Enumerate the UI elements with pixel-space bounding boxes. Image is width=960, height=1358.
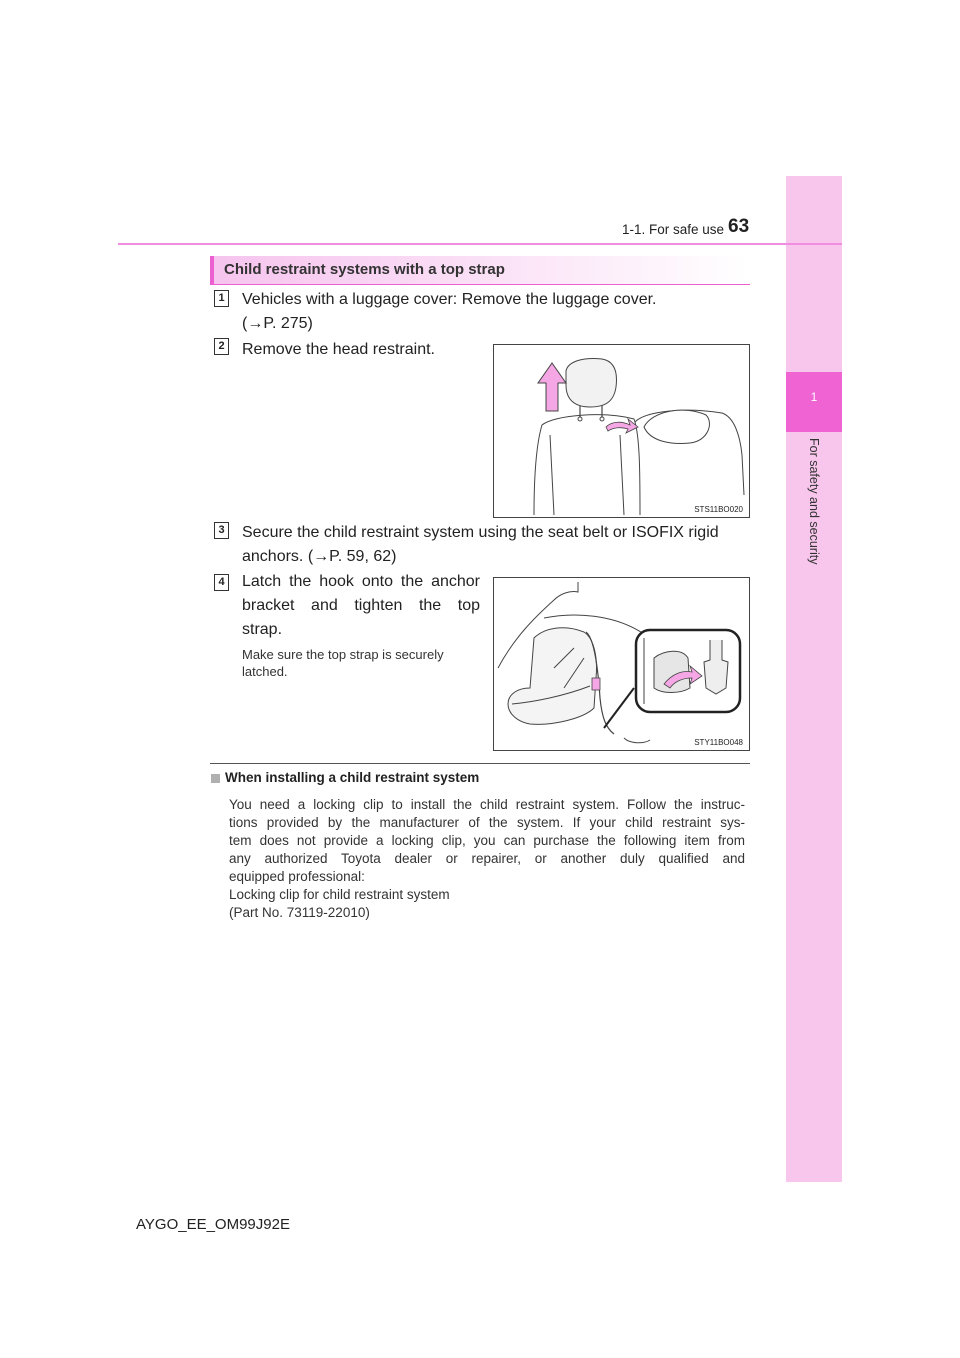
step-3-line-1: Secure the child restraint system using the seat belt or ISOFIX rigid bbox=[242, 524, 719, 541]
step-4-text bbox=[242, 570, 480, 642]
step-2-text bbox=[242, 338, 435, 362]
note-paragraph-1 bbox=[229, 796, 745, 886]
step-3-text bbox=[242, 521, 719, 569]
note-p1-line-2: tions provided by the manufacturer of the system. If your child restraint sys- bbox=[229, 815, 745, 830]
note-p1-line-5: equipped professional: bbox=[229, 869, 365, 884]
section-title: Child restraint systems with a top strap bbox=[224, 261, 505, 278]
top-strap-figure bbox=[493, 577, 750, 751]
step-4-note bbox=[242, 646, 482, 680]
chapter-number-block bbox=[786, 372, 842, 432]
document-code: AYGO_EE_OM99J92E bbox=[136, 1216, 290, 1233]
note-p1-line-3: tem does not provide a locking clip, you can purchase the following item from bbox=[229, 833, 745, 848]
page-number: 63 bbox=[728, 216, 750, 237]
head-restraint-figure-code: STS11BO020 bbox=[694, 505, 743, 514]
step-1-line-1: Vehicles with a luggage cover: Remove the luggage cover. bbox=[242, 291, 657, 308]
step-4-note-line-2: latched. bbox=[242, 664, 288, 679]
note-p2-line-1: Locking clip for child restraint system bbox=[229, 887, 450, 902]
note-paragraph-2 bbox=[229, 886, 745, 922]
note-p2-line-2: (Part No. 73119-22010) bbox=[229, 905, 370, 920]
top-strap-illustration bbox=[494, 578, 749, 750]
step-number-1: 1 bbox=[214, 290, 229, 307]
step-number-3: 3 bbox=[214, 522, 229, 539]
header-rule bbox=[118, 243, 842, 245]
chapter-number: 1 bbox=[810, 390, 818, 404]
step-2-line-1: Remove the head restraint. bbox=[242, 341, 435, 358]
running-header-section: 1-1. For safe use bbox=[621, 222, 724, 237]
note-bullet-icon bbox=[211, 774, 220, 783]
top-strap-figure-code: STY11BO048 bbox=[694, 738, 743, 747]
step-1-text bbox=[242, 288, 656, 336]
step-1-line-2: (→P. 275) bbox=[242, 315, 313, 332]
step-4-note-line-1: Make sure the top strap is securely bbox=[242, 647, 444, 662]
note-p1-line-4: any authorized Toyota dealer or repairer, or another duly qualified and bbox=[229, 851, 745, 866]
note-separator bbox=[210, 763, 750, 764]
section-title-bar bbox=[210, 256, 748, 284]
step-number-2: 2 bbox=[214, 338, 229, 355]
step-number-4: 4 bbox=[214, 574, 229, 591]
note-p1-line-1: You need a locking clip to install the child restraint system. Follow the instruc- bbox=[229, 797, 745, 812]
step-4-line-3: strap. bbox=[242, 621, 283, 638]
step-4-line-1: Latch the hook onto the anchor bbox=[242, 573, 480, 590]
head-restraint-figure bbox=[493, 344, 750, 518]
head-restraint-illustration bbox=[494, 345, 749, 517]
step-4-line-2: bracket and tighten the top bbox=[242, 597, 480, 614]
chapter-side-tab bbox=[786, 176, 842, 1182]
chapter-title: For safety and security bbox=[807, 438, 821, 565]
step-3-line-2: anchors. (→P. 59, 62) bbox=[242, 548, 397, 565]
section-title-underline bbox=[210, 284, 750, 285]
note-title: When installing a child restraint system bbox=[225, 770, 480, 785]
